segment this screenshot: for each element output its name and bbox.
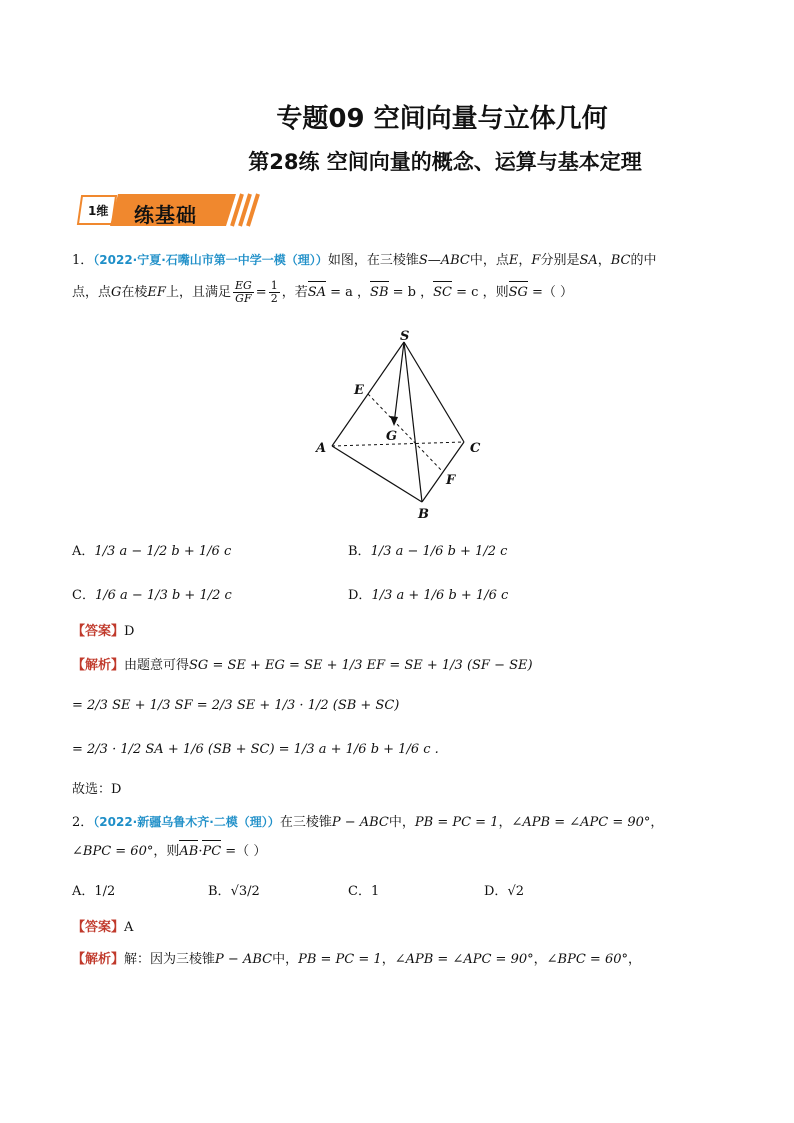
q1-text: = b ， bbox=[388, 285, 434, 300]
dot-operator: · bbox=[198, 844, 203, 859]
q1-text: ，若 bbox=[281, 285, 308, 300]
q2-analysis-line1 bbox=[72, 950, 732, 970]
analysis-formula: P − ABC bbox=[215, 952, 273, 967]
label-s: S bbox=[400, 329, 410, 344]
pyramid-figure bbox=[312, 328, 482, 524]
answer-value: A bbox=[124, 920, 134, 935]
option-label: D． bbox=[348, 588, 372, 603]
analysis-formula: = 2/3 SE + 1/3 SF = 2/3 SE + 1/3 · 1/2 (SB + SC) bbox=[72, 698, 400, 713]
q1-half-fraction bbox=[269, 280, 280, 305]
option-label: A． bbox=[72, 884, 95, 899]
q1-text: 的中 bbox=[630, 253, 657, 268]
q1-text: ， bbox=[597, 253, 611, 268]
option-value: √2 bbox=[507, 884, 524, 899]
option-value: 1/3 a − 1/2 b + 1/6 c bbox=[94, 544, 232, 559]
banner-label: 练基础 bbox=[134, 203, 197, 227]
q2-text: 在三棱锥 bbox=[279, 815, 332, 830]
q2-answer bbox=[72, 918, 732, 938]
label-e: E bbox=[354, 383, 364, 398]
q1-text: ， bbox=[518, 253, 532, 268]
segment-ef-hidden bbox=[368, 394, 443, 472]
q2-condition: ∠BPC = 60° bbox=[72, 844, 154, 859]
analysis-text: ， bbox=[533, 952, 547, 967]
q2-stem-line2 bbox=[72, 842, 732, 862]
edge-ac-hidden bbox=[332, 442, 464, 446]
option-label: B． bbox=[348, 544, 371, 559]
vector-sc: SC bbox=[433, 283, 452, 303]
page-subtitle: 第28练 空间向量的概念、运算与基本定理 bbox=[248, 150, 642, 174]
q2-option-c[interactable] bbox=[348, 880, 379, 899]
banner-stripes-decoration bbox=[232, 194, 258, 226]
option-value: 1 bbox=[370, 884, 380, 899]
q2-option-a[interactable] bbox=[72, 880, 115, 899]
q1-option-c[interactable] bbox=[72, 584, 232, 603]
q1-stem-line2 bbox=[72, 280, 732, 305]
option-value: 1/3 a − 1/6 b + 1/2 c bbox=[370, 544, 508, 559]
option-label: C． bbox=[348, 884, 371, 899]
page-title: 专题09 空间向量与立体几何 bbox=[276, 104, 608, 134]
edge-ab bbox=[332, 446, 422, 502]
q1-analysis-line2 bbox=[72, 696, 732, 716]
q1-text: 在棱 bbox=[121, 285, 148, 300]
arrow-head-icon bbox=[390, 416, 398, 426]
analysis-formula: ∠APB = ∠APC = 90° bbox=[394, 952, 534, 967]
q2-pyramid: P − ABC bbox=[331, 815, 389, 830]
option-value: 1/3 a + 1/6 b + 1/6 c bbox=[371, 588, 509, 603]
q1-point-g: G bbox=[111, 285, 122, 300]
label-a: A bbox=[316, 441, 327, 456]
q1-text: = c ，则 bbox=[452, 285, 509, 300]
analysis-formula: ∠BPC = 60° bbox=[546, 952, 628, 967]
edge-sb bbox=[404, 342, 422, 502]
vector-sb: SB bbox=[370, 283, 388, 303]
q1-stem-line1 bbox=[72, 250, 732, 271]
analysis-formula: PB = PC = 1 bbox=[298, 952, 382, 967]
equals-sign: = bbox=[255, 285, 267, 300]
analysis-formula: SG = SE + EG = SE + 1/3 EF = SE + 1/3 (SF − SE) bbox=[189, 658, 533, 673]
q1-text: 上，且满足 bbox=[165, 285, 231, 300]
fraction-denominator: 2 bbox=[270, 292, 278, 305]
q2-condition: ∠APB = ∠APC = 90° bbox=[511, 815, 651, 830]
q2-text: 中， bbox=[388, 815, 415, 830]
q1-analysis-line1 bbox=[72, 656, 732, 676]
analysis-tag: 【解析】 bbox=[72, 952, 125, 967]
q1-option-d[interactable] bbox=[348, 584, 508, 603]
analysis-text: 由题意可得 bbox=[124, 658, 190, 673]
q1-text: 中，点 bbox=[469, 253, 509, 268]
q2-condition: PB = PC = 1 bbox=[414, 815, 499, 830]
fraction-numerator: EG bbox=[234, 279, 252, 292]
answer-tag: 【答案】 bbox=[72, 624, 125, 639]
q1-ratio-fraction bbox=[233, 280, 254, 305]
q1-option-b[interactable] bbox=[348, 540, 507, 559]
option-value: 1/6 a − 1/3 b + 1/2 c bbox=[94, 588, 232, 603]
q1-source: （2022·宁夏·石嘴山市第一中学一模（理）） bbox=[93, 253, 328, 267]
q1-edge-bc: BC bbox=[610, 253, 631, 268]
option-value: √3/2 bbox=[230, 884, 260, 899]
vector-ab: AB bbox=[179, 842, 198, 862]
vector-sg: SG bbox=[509, 283, 528, 303]
option-value: 1/2 bbox=[94, 884, 116, 899]
q1-pyramid: S—ABC bbox=[418, 253, 470, 268]
q1-analysis-line3 bbox=[72, 740, 732, 760]
q1-text: 点，点 bbox=[72, 285, 112, 300]
analysis-text: 解：因为三棱锥 bbox=[124, 952, 216, 967]
option-label: B． bbox=[208, 884, 231, 899]
q1-option-a[interactable] bbox=[72, 540, 231, 559]
fraction-denominator: GF bbox=[235, 292, 252, 305]
label-f: F bbox=[446, 473, 456, 488]
vector-sa: SA bbox=[308, 283, 326, 303]
q1-text: =（ ） bbox=[527, 285, 574, 300]
label-g: G bbox=[386, 429, 398, 444]
q2-option-b[interactable] bbox=[208, 880, 260, 899]
vector-pc: PC bbox=[202, 842, 221, 862]
label-c: C bbox=[470, 441, 481, 456]
q1-choose: 故选：D bbox=[72, 782, 122, 797]
answer-tag: 【答案】 bbox=[72, 920, 125, 935]
analysis-text: 中， bbox=[272, 952, 299, 967]
q2-text: ， bbox=[650, 815, 664, 830]
q1-answer bbox=[72, 622, 732, 642]
q1-edge-ef: EF bbox=[147, 285, 166, 300]
q1-text: 分别是 bbox=[540, 253, 580, 268]
option-label: D． bbox=[484, 884, 508, 899]
q1-text: = a ， bbox=[326, 285, 371, 300]
analysis-text: ， bbox=[381, 952, 395, 967]
q2-stem-line1 bbox=[72, 812, 732, 833]
label-b: B bbox=[418, 507, 429, 522]
q1-number: 1． bbox=[72, 253, 94, 268]
fraction-numerator: 1 bbox=[270, 279, 278, 292]
q2-option-d[interactable] bbox=[484, 880, 524, 899]
option-label: A． bbox=[72, 544, 95, 559]
banner-rank: 1维 bbox=[88, 204, 109, 218]
answer-value: D bbox=[124, 624, 135, 639]
analysis-text: ， bbox=[627, 952, 641, 967]
q1-edge-sa: SA bbox=[579, 253, 598, 268]
q2-number: 2． bbox=[72, 815, 94, 830]
q2-text: =（ ） bbox=[221, 844, 267, 859]
analysis-tag: 【解析】 bbox=[72, 658, 125, 673]
analysis-formula: = 2/3 · 1/2 SA + 1/6 (SB + SC) = 1/3 a + 1/6 b + 1/6 c . bbox=[72, 742, 439, 757]
q2-text: ，则 bbox=[153, 844, 180, 859]
q1-point-e: E bbox=[508, 253, 519, 268]
q1-point-f: F bbox=[531, 253, 541, 268]
option-label: C． bbox=[72, 588, 95, 603]
q2-text: ， bbox=[498, 815, 512, 830]
q2-source: （2022·新疆乌鲁木齐·二模（理）） bbox=[93, 815, 280, 829]
q1-text: 如图，在三棱锥 bbox=[327, 253, 419, 268]
